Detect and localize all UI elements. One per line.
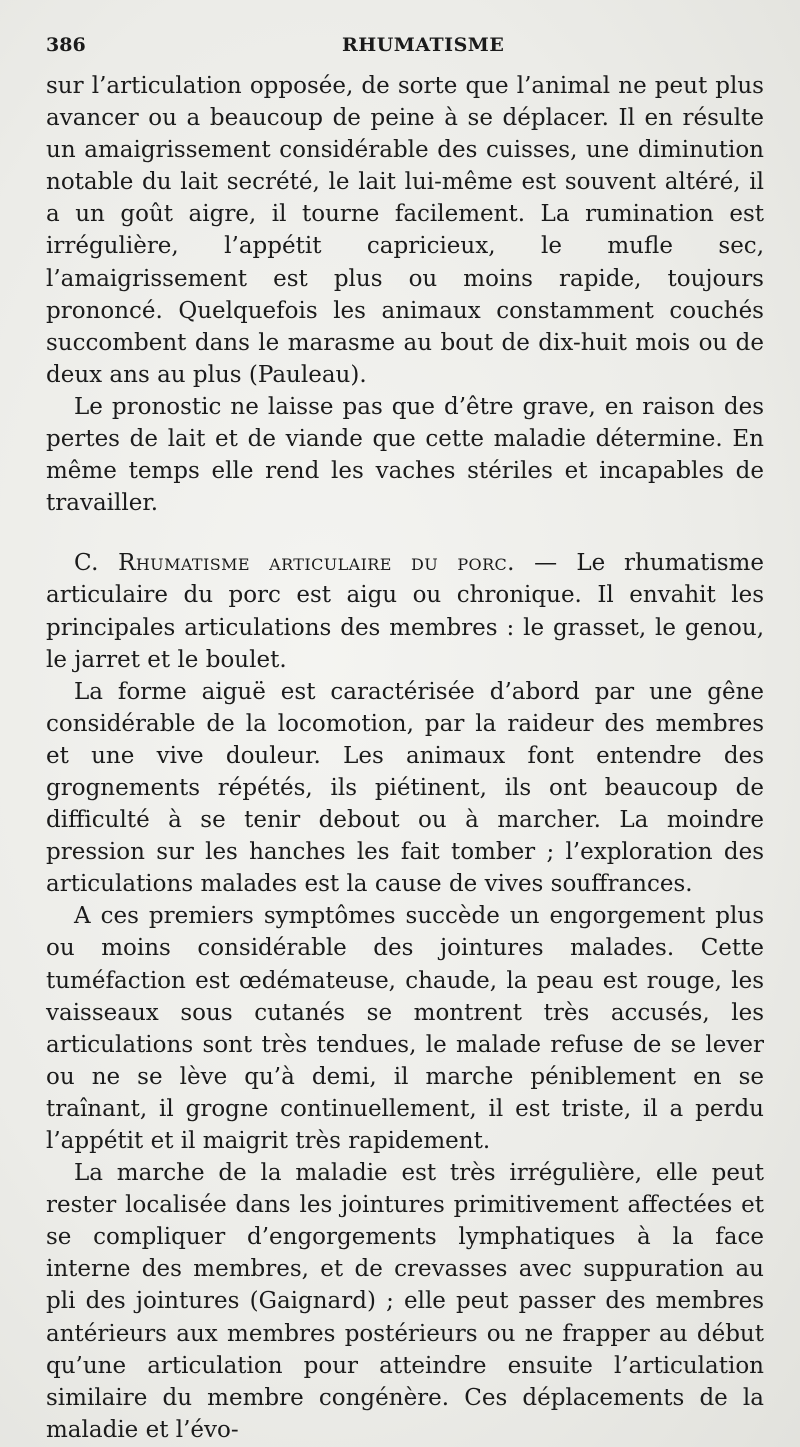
section-c-text: articulaire du porc est aigu ou chronique. Il envahit les principales articulations des membres : le grasset, le genou, le jarret et le boulet. — [46, 582, 764, 673]
paragraph-pronostic: Le pronostic ne laisse pas que d’être grave, en raison des pertes de lait et de viande que cette maladie détermine. En même temps elle rend les vaches stériles et incapables de travailler. — [46, 393, 764, 517]
paragraph-marche: La marche de la maladie est très irrégulière, elle peut rester localisée dans les jointures primitivement affectées et se compliquer d’engorgements lymphatiques à la face interne des membres, et de crevasses avec suppuration au pli des jointures (Gaignard) ; elle peut passer des membres antérieurs aux membres postérieurs ou ne frapper au début qu’une articulation pour atteindre ensuite l’articulation similaire du membre congénère. Ces déplacements de la maladie et l’évo- — [46, 1160, 764, 1443]
page-number: 386 — [46, 34, 86, 56]
running-header — [46, 34, 766, 60]
paragraph-continuation: sur l’articulation opposée, de sorte que l’animal ne peut plus avancer ou a beaucoup de peine à se déplacer. Il en résulte un amaigrissement considérable des cuisses, une diminution notable du lait secrété, le lait lui-même est souvent altéré, il a un goût aigre, il tourne facilement. La rumination est irrégulière, l’appétit capricieux, le mufle sec, l’amaigrissement est plus ou moins rapide, toujours prononcé. Quelquefois les animaux constamment couchés succombent dans le marasme au bout de dix-huit mois ou de deux ans au plus (Pauleau). — [46, 73, 764, 388]
section-c-lead-in: Le rhumatisme — [576, 550, 764, 577]
running-title: RHUMATISME — [342, 34, 505, 56]
paragraph-symptomes: A ces premiers symptômes succède un engorgement plus ou moins considérable des jointures malades. Cette tuméfaction est œdémateuse, chaude, la peau est rouge, les vaisseaux sous cutanés se montrent très accusés, les articulations sont très tendues, le malade refuse de se lever ou ne se lève qu’à demi, il marche péniblement en se traînant, il grogne continuellement, il est triste, il a perdu l’appétit et il maigrit très rapidement. — [46, 903, 764, 1154]
body-text — [46, 70, 764, 1446]
section-c-paragraph — [46, 547, 764, 675]
section-spacer — [46, 519, 764, 547]
paragraph-forme-aigue: La forme aiguë est caractérisée d’abord par une gêne considérable de la locomotion, par la raideur des membres et une vive douleur. Les animaux font entendre des grognements répétés, ils piétinent, ils ont beaucoup de difficulté à se tenir debout ou à marcher. La moindre pression sur les hanches les fait tomber ; l’exploration des articulations malades est la cause de vives souffrances. — [46, 678, 764, 898]
section-c-heading: C. Rhumatisme articulaire du porc. — — [74, 550, 558, 577]
